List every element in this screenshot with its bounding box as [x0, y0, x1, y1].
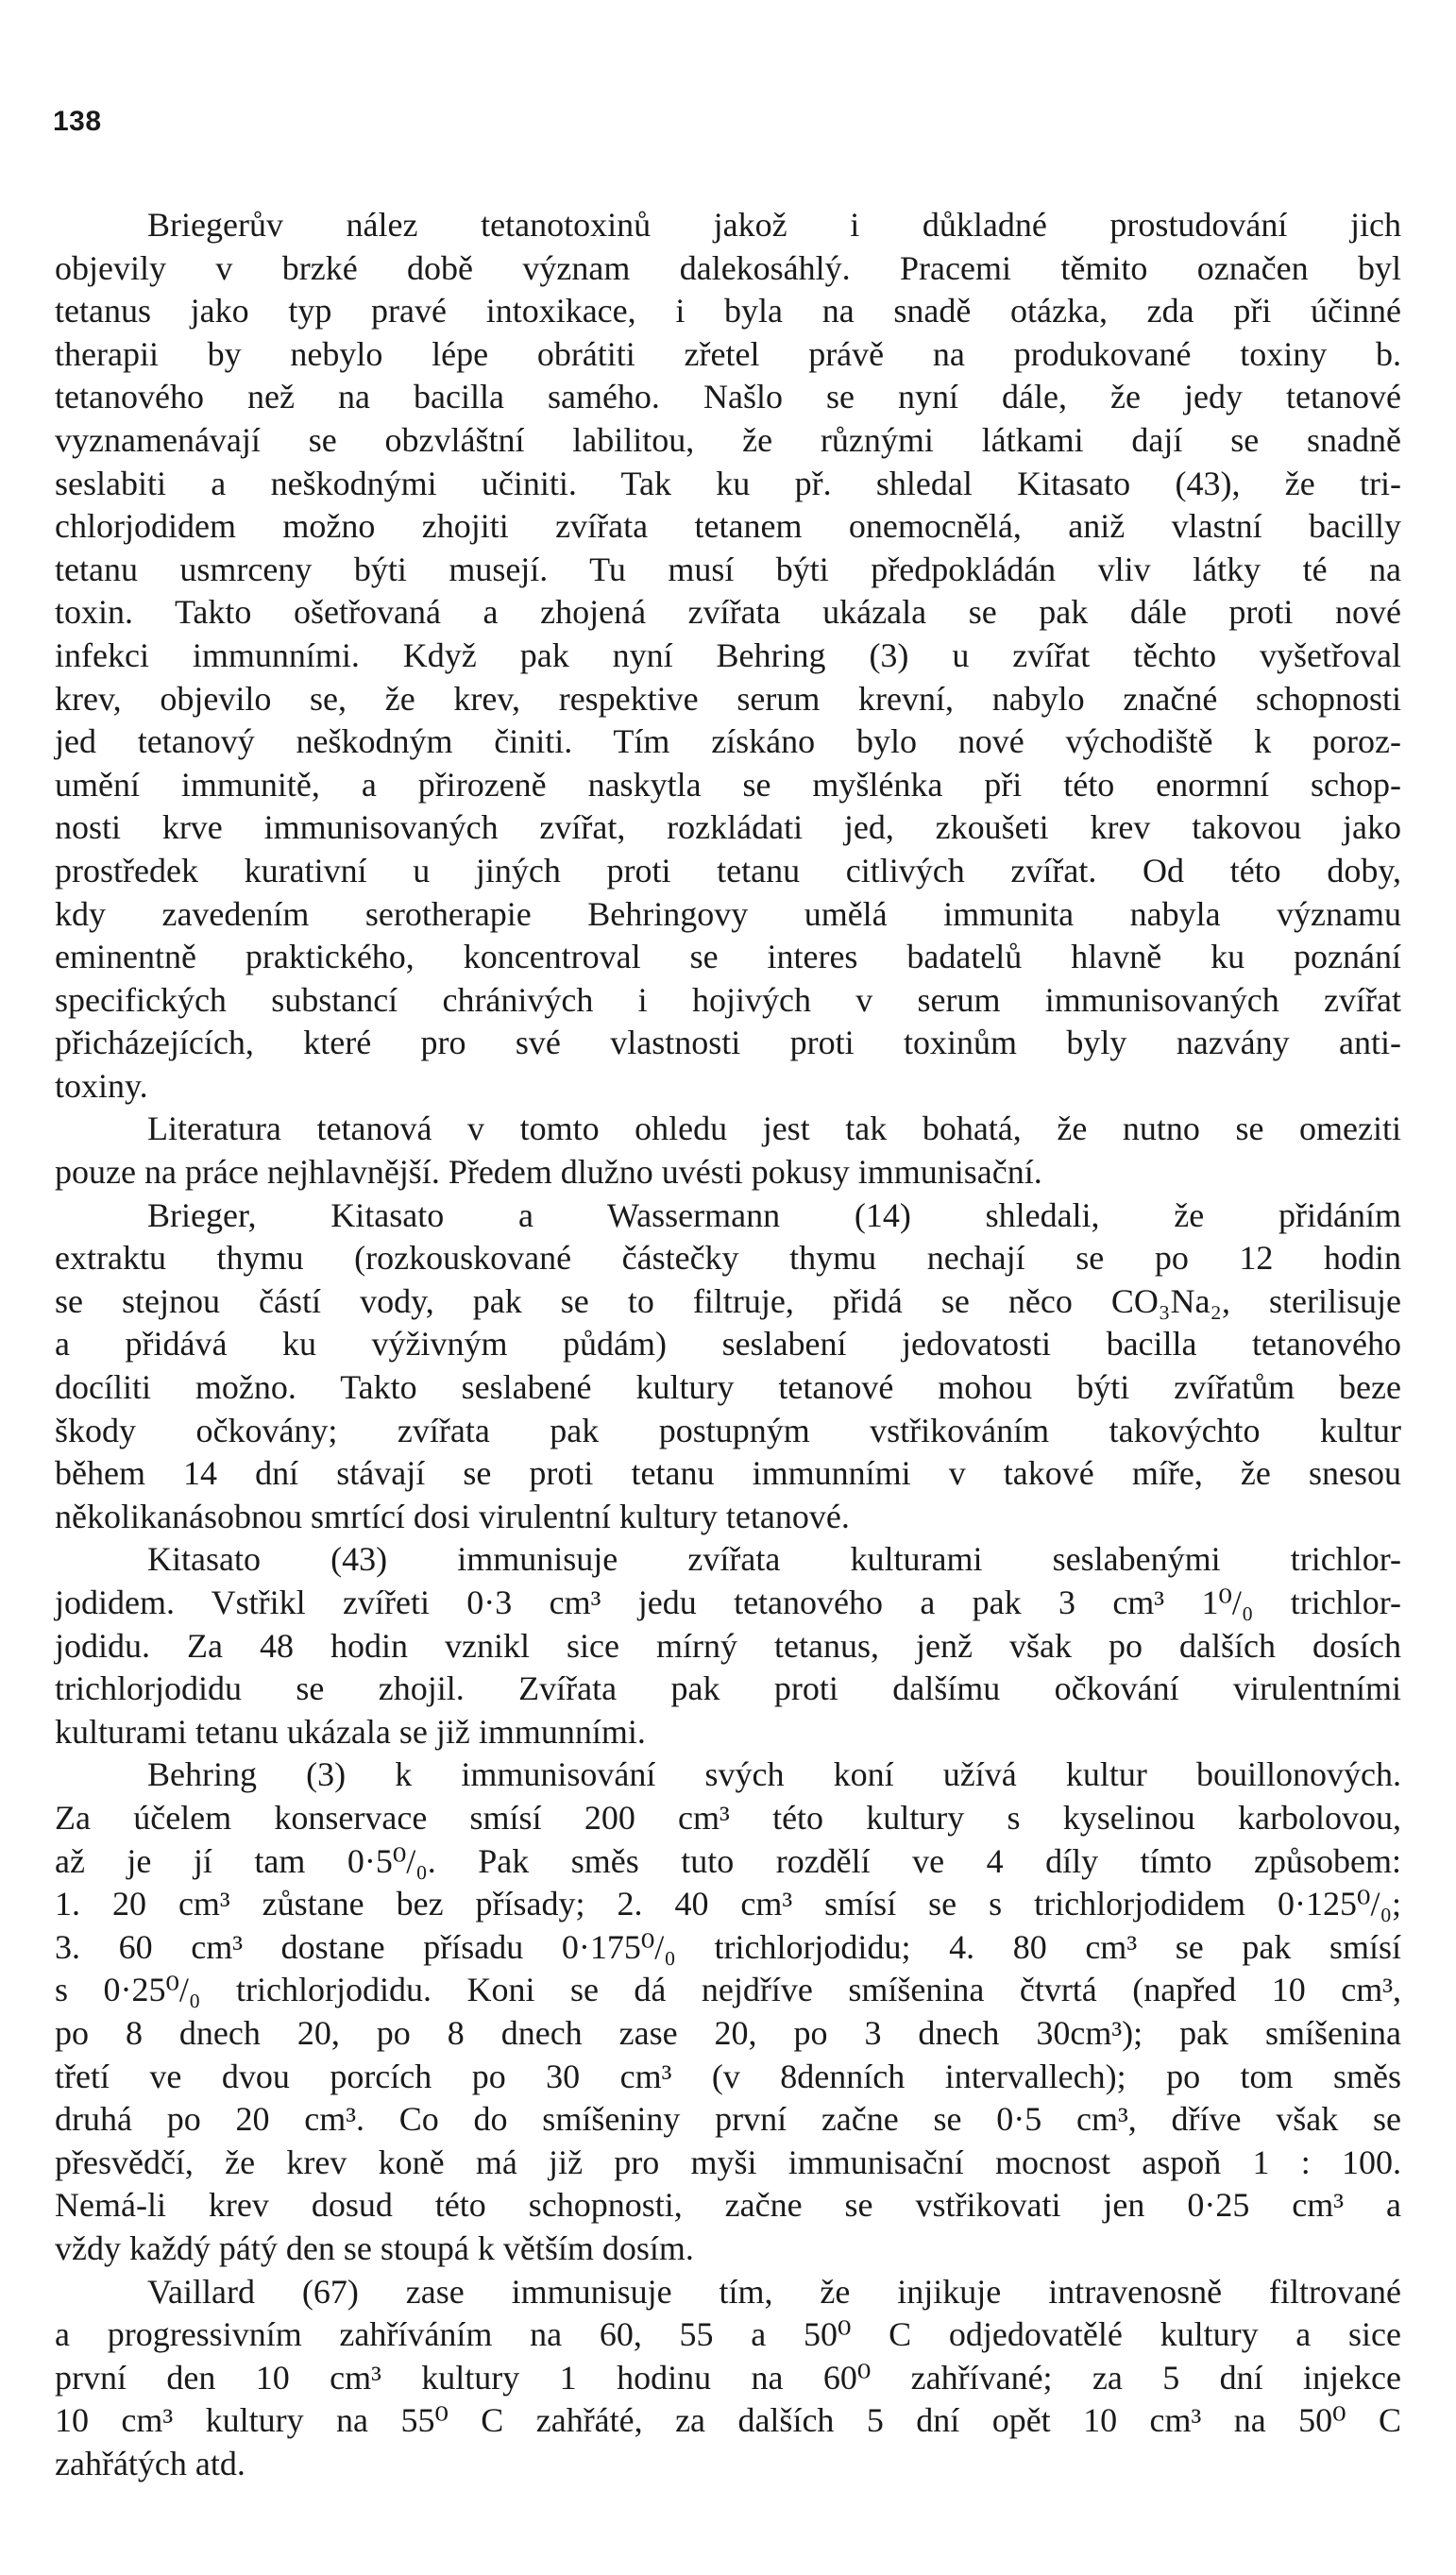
text-line: jed tetanový neškodným činiti. Tím získáno bylo nové východiště k poroz-	[55, 722, 1401, 761]
text-line: a progressivním zahříváním na 60, 55 a 50⁰ C odjedovatělé kultury a sice	[55, 2315, 1401, 2354]
body-text	[55, 204, 1401, 2485]
text-line: prostředek kurativní u jiných proti tetanu citlivých zvířat. Od této doby,	[55, 851, 1401, 889]
text-line: kdy zavedením serotherapie Behringovy umělá immunita nabyla významu	[55, 894, 1401, 933]
text-line: druhá po 20 cm³. Co do smíšeniny první začne se 0·5 cm³, dříve však se	[55, 2100, 1401, 2139]
text-line: trichlorjodidu se zhojil. Zvířata pak proti dalšímu očkování virulentními	[55, 1669, 1401, 1708]
text-line: jodidu. Za 48 hodin vznikl sice mírný tetanus, jenž však po dalších dosích	[55, 1626, 1401, 1665]
text-line: první den 10 cm³ kultury 1 hodinu na 60⁰ zahřívané; za 5 dní injekce	[55, 2358, 1401, 2397]
text-line: specifických substancí chránivých i hojivých v serum immunisovaných zvířat	[55, 980, 1401, 1019]
text-line: a přidává ku výživným půdám) seslabení jedovatosti bacilla tetanového	[55, 1325, 1401, 1364]
text-line: chlorjodidem možno zhojiti zvířata tetanem onemocnělá, aniž vlastní bacilly	[55, 507, 1401, 546]
text-line: tetanu usmrceny býti musejí. Tu musí býti předpokládán vliv látky té na	[55, 550, 1401, 588]
text-line: Briegerův nález tetanotoxinů jakož i důkladné prostudování jich	[147, 206, 1401, 244]
text-line: až je jí tam 0·5⁰/₀. Pak směs tuto rozdělí ve 4 díly tímto způsobem:	[55, 1841, 1401, 1880]
text-line: umění immunitě, a přirozeně naskytla se myšlénka při této enormní schop-	[55, 765, 1401, 804]
text-line: přesvědčí, že krev koně má již pro myši immunisační mocnost aspoň 1 : 100.	[55, 2143, 1401, 2181]
text-line: se stejnou částí vody, pak se to filtruje, přidá se něco CO₃Na₂, sterilisuje	[55, 1281, 1401, 1320]
text-line: kulturami tetanu ukázala se již immunními.	[55, 1712, 646, 1751]
text-line: po 8 dnech 20, po 8 dnech zase 20, po 3 dnech 30cm³); pak smíšenina	[55, 2013, 1401, 2052]
text-line: jodidem. Vstřikl zvířeti 0·3 cm³ jedu tetanového a pak 3 cm³ 1⁰/₀ trichlor-	[55, 1584, 1401, 1621]
text-line: toxin. Takto ošetřovaná a zhojená zvířata ukázala se pak dále proti nové	[55, 593, 1401, 632]
text-line: Kitasato (43) immunisuje zvířata kulturami seslabenými trichlor-	[147, 1540, 1401, 1579]
page-number: 138	[53, 106, 102, 137]
text-line: tetanus jako typ pravé intoxikace, i byla na snadě otázka, zda při účinné	[55, 292, 1401, 330]
text-line: třetí ve dvou porcích po 30 cm³ (v 8denních intervallech); po tom směs	[55, 2057, 1401, 2095]
text-line: Vaillard (67) zase immunisuje tím, že injikuje intravenosně filtrované	[147, 2272, 1401, 2311]
text-line: nosti krve immunisovaných zvířat, rozkládati jed, zkoušeti krev takovou jako	[55, 808, 1401, 847]
text-line: Nemá-li krev dosud této schopnosti, začne se vstřikovati jen 0·25 cm³ a	[55, 2186, 1401, 2225]
text-line: objevily v brzké době význam dalekosáhlý. Pracemi těmito označen byl	[55, 248, 1401, 287]
text-line: 1. 20 cm³ zůstane bez přísady; 2. 40 cm³ smísí se s trichlorjodidem 0·125⁰/₀;	[55, 1885, 1401, 1923]
text-line: pouze na práce nejhlavnější. Předem dlužno uvésti pokusy immunisační.	[55, 1153, 1042, 1192]
text-line: 10 cm³ kultury na 55⁰ C zahřáté, za dalších 5 dní opět 10 cm³ na 50⁰ C	[55, 2401, 1401, 2440]
text-line: toxiny.	[55, 1066, 148, 1105]
text-line: Behring (3) k immunisování svých koní užívá kultur bouillonových.	[147, 1755, 1401, 1794]
text-line: docíliti možno. Takto seslabené kultury tetanové mohou býti zvířatům beze	[55, 1368, 1401, 1407]
text-line: zahřátých atd.	[55, 2444, 245, 2482]
text-line: krev, objevilo se, že krev, respektive serum krevní, nabylo značné schopnosti	[55, 679, 1401, 718]
text-line: škody očkovány; zvířata pak postupným vstřikováním takovýchto kultur	[55, 1411, 1401, 1449]
text-line: tetanového než na bacilla samého. Našlo se nyní dále, že jedy tetanové	[55, 378, 1401, 416]
text-line: během 14 dní stávají se proti tetanu immunními v takové míře, že snesou	[55, 1454, 1401, 1493]
text-line: therapii by nebylo lépe obrátiti zřetel právě na produkované toxiny b.	[55, 334, 1401, 373]
text-line: extraktu thymu (rozkouskované částečky thymu nechají se po 12 hodin	[55, 1239, 1401, 1278]
text-line: vždy každý pátý den se stoupá k větším dosím.	[55, 2228, 694, 2267]
text-line: infekci immunními. Když pak nyní Behring (3) u zvířat těchto vyšetřoval	[55, 635, 1401, 674]
text-line: Za účelem konservace smísí 200 cm³ této kultury s kyselinou karbolovou,	[55, 1798, 1401, 1837]
text-line: eminentně praktického, koncentroval se interes badatelů hlavně ku poznání	[55, 938, 1401, 976]
text-line: přicházejících, které pro své vlastnosti proti toxinům byly nazvány anti-	[55, 1024, 1401, 1062]
text-line: Literatura tetanová v tomto ohledu jest tak bohatá, že nutno se omeziti	[147, 1110, 1401, 1148]
text-line: 3. 60 cm³ dostane přísadu 0·175⁰/₀ trichlorjodidu; 4. 80 cm³ se pak smísí	[55, 1927, 1401, 1966]
text-line: několikanásobnou smrtící dosi virulentní kultury tetanové.	[55, 1497, 850, 1535]
text-line: s 0·25⁰/₀ trichlorjodidu. Koni se dá nejdříve smíšenina čtvrtá (napřed 10 cm³,	[55, 1971, 1401, 2009]
text-line: seslabiti a neškodnými učiniti. Tak ku př. shledal Kitasato (43), že tri-	[55, 464, 1401, 502]
text-line: vyznamenávají se obzvláštní labilitou, že různými látkami dají se snadně	[55, 420, 1401, 459]
text-line: Brieger, Kitasato a Wassermann (14) shledali, že přidáním	[147, 1195, 1401, 1234]
